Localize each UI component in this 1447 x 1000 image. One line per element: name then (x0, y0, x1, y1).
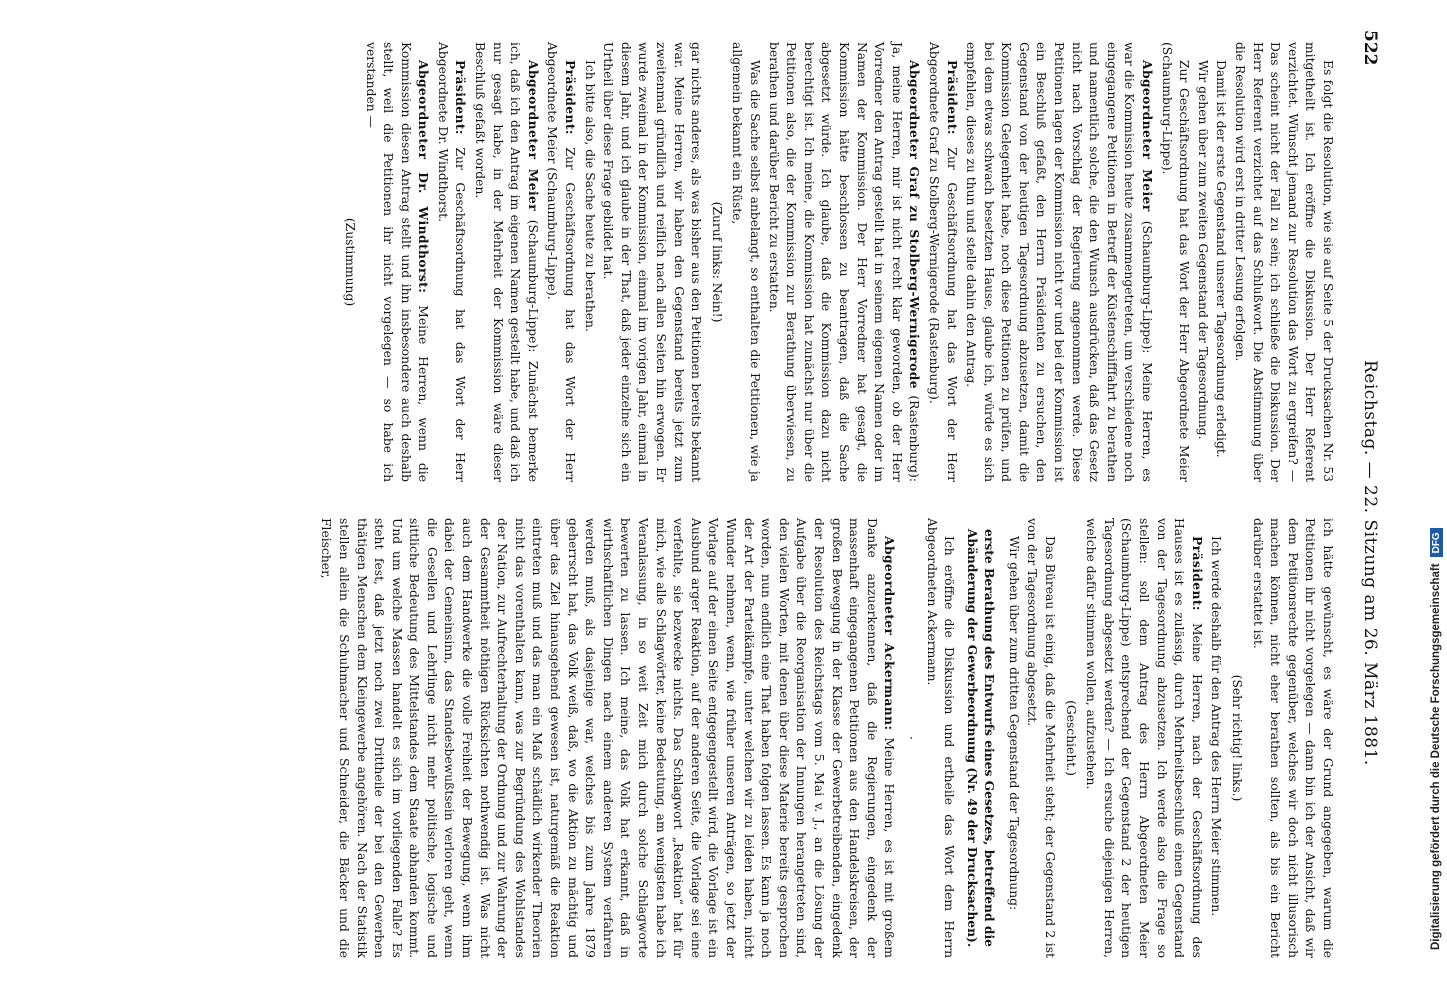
page-number: 522 (1360, 30, 1380, 66)
paragraph: Es folgt die Resolution, wie sie auf Seite 5 der Drucksachen Nr. 53 mitgetheilt ist. Ich eröffne die Diskussion. Der Herr Referent verzichtet. Wünscht jemand zur Resolution das Wort zu ergreifen? — Das scheint nicht der Fall zu sein; ich schließe die Diskussion. Der Herr Referent verzichtet auf das Schlußwort. Die Abstimmung über die Resolution wird erst in dritter Lesung erfolgen. (1233, 42, 1335, 482)
speech-text: Meine Herren, es ist mit großem Danke anzuerkennen, daß die Regierungen, eingedenk der massenhaft eingegangenen Petitionen aus den Handelskreisen, der großen Bewegung in der Klasse der Gewerbetreibenden, eingedenk der Resolution des Reichstags vom 5. Mai v. J., an die Lösung der Aufgabe über die Reorganisation der Innungen herangetreten sind, den vielen Worten, mit denen über diese Materie bereits gesprochen worden, nun endlich eine That haben folgen lassen. Es kann ja noch der Art der Parteikämpfe, unter welchen wir zu leiden haben, nicht Wunder nehmen, wenn, wie früher unseren Anträgen, so jetzt der Vorlage auf der einen Seite entgegengestellt wird, die Vorlage ist ein Ausbund arger Reaktion, auf der anderen Seite, die Vorlage sei eine verfehlte, sie bezwecke nichts. Das Schlagwort „Reaktion“ hat für mich, wie alle Schlagwörter, keine Bedeutung, am wenigsten habe ich Veranlassung, in so weit Zeit mich durch solche Schlagworte bewerten zu lassen. Ich meine, das Volk hat erkannt, daß in wirthschaftlichen Dingen nach einem anderen System verfahren werden muß, als dasjenige war, welches bis zum Jahre 1879 geherrscht hat, das Volk weiß, daß, wo die Aktion zu mächtig und über das Ziel hinausgehend gewesen ist, naturgemäß die Reaktion eintreten muß und das man ein Maß schädlich wirkender Theorien nicht das vorenthalten kann, was zur Begründung des Wohlstandes der Nation, zur Aufrechterhaltung der Ordnung und zur Wahrung der der Gesammtheit nöthigen Rücksichten nothwendig ist. Was nicht auch dem Handwerke die volle Freiheit der Bewegung, wenn ihm dabei der Gemeinsinn, das Standesbewußtsein verloren geht, wenn die Gesellen und Lehrlinge nicht mehr politische, logische und sittliche Bedeutung des Mittelstandes dem Staate abhanden kommt. Und um welche Massen handelt es sich im vorliegenden Falle? Es steht fest, daß jetzt noch zwei Drittheile der bei den Gewerben thätigen Menschen dem Kleingewerbe angehören. Nach der Statistik stellen allein die Schuhmacher und Schneider, die Bäcker und die Fleischer, (319, 518, 897, 958)
running-title: Reichstag. — 22. Sitzung am 26. März 1881. (1360, 360, 1380, 766)
speech-paragraph (471, 42, 542, 482)
page-header (1352, 30, 1380, 970)
footer-inner (1425, 450, 1447, 950)
paragraph: Damit ist der erste Gegenstand unserer Tagesordnung erledigt. (1214, 60, 1229, 458)
stage-direction: (Zustimmung) (342, 217, 357, 307)
speech-text: (Rastenburg): Ja, meine Herren, mir ist nicht recht klar geworden, ob der Herr Vorredner den Antrag gestellt hat in seinem eigenen Namen oder im Namen der Kommission. Der Herr Vorredner hat gesagt, die Kommission hätte beschlossen zu beantragen, daß die Sache abgesetzt würde. Ich glaube, daß die Kommission dazu nicht berechtigt ist. Ich meine, die Kommission hat zunächst nur über die Petitionen also, die der Kommission zur Berathung überwiesen, zu berathen und darüber Bericht zu erstatten. (766, 42, 922, 482)
speech-paragraph (433, 42, 469, 482)
speaker-name: Abgeordneter Graf zu Stolberg-Wernigerode (907, 60, 923, 389)
speech-paragraph (1082, 518, 1206, 958)
stage-direction: · (903, 736, 918, 740)
speech-text: Zur Geschäftsordnung hat das Wort der Herr Abgeordnete Meier (Schaumburg-Lippe). (545, 42, 578, 482)
left-text-column (337, 42, 1336, 482)
stage-direction: (Sehr richtig! links.) (1230, 674, 1245, 802)
paragraph: Ich werde deshalb für den Antrag des Herrn Meier stimmen. (1209, 536, 1224, 917)
speaker-name: Präsident: (563, 60, 579, 135)
speech-text: Meine Herren, wenn die Kommission diesen Antrag stellt und ihn insbesondere auch deshalb stellt, weil die Petitionen ihr nicht vorgelegen — so habe ich verstanden — (363, 42, 431, 482)
speech-paragraph (543, 42, 579, 482)
dfg-credit-text: Digitalisierung gefördert durch die Deutsche Forschungsgemeinschaft (1430, 563, 1442, 950)
paragraph: Wir gehen über zum zweiten Gegenstand der Tagesordnung. (1195, 60, 1210, 440)
digitization-footer (1403, 500, 1443, 1000)
speech-text: (Schaumburg-Lippe): Zunächst bemerke ich, daß ich den Antrag im eigenen Namen gestellt habe, und daß ich nur gesagt habe, in der Mehrheit der Kommission wäre dieser Beschluß gefaßt worden. (473, 42, 540, 482)
continued-paragraph: ich hätte gewünscht, es wäre der Grund angegeben, warum die Petitionen ihr nicht vorgelegen — dann bin ich der Ansicht, daß wir dem Petitionsrechte gegenüber, welches wir doch nicht illusorisch machen können, nicht eher berathen sollten, als bis ein Bericht darüber erstattet ist. (1250, 518, 1335, 958)
speaker-name: Abgeordneter Ackermann: (882, 536, 898, 731)
speech-text: (Schaumburg-Lippe): Meine Herren, es war die Kommission heute zusammengetreten, um verschiedene noch eingegangene Petitionen in Betreff der Küstenschifffahrt zu berathen und namentlich solche, die den Wunsch ausdrücken, daß das Gesetz nicht nach Vorschlag der Regierung angenommen werde. Diese Petitionen lagen der Kommission nicht vor und bei der Kommission ist ein Beschluß gefaßt, den Herrn Präsidenten zu ersuchen, den Gegenstand von der heutigen Tagesordnung abzusetzen, damit die Kommission Gelegenheit habe, noch diese Petitionen zu prüfen, und bei dem etwas schwach besetzten Hause, glaube ich, würde es sich empfehlen, dieses zu thun und stelle dahin den Antrag. (964, 42, 1155, 482)
right-text-column (316, 518, 1336, 958)
speaker-name: Abgeordneter Dr. Windthorst: (416, 60, 432, 294)
speech-paragraph (924, 42, 960, 482)
dfg-logo: DFG (1430, 528, 1443, 557)
speaker-name: Präsident: (1189, 536, 1205, 611)
paragraph: Das Büreau ist einig, daß die Mehrheit steht; der Gegenstand 2 ist von der Tagesordnung abgesetzt. (1025, 518, 1058, 958)
speaker-name: Präsident: (453, 60, 469, 135)
continued-paragraph: gar nichts anderes, als was bisher aus den Petitionen bereits bekannt war. Meine Herren, wir haben den Gegenstand bereits jetzt zum zweitenmal gründlich und reiflich nach allen Seiten hin erwogen. Er wurde zweimal in der Kommission, einmal im vorigen Jahr, einmal in diesem Jahr, und ich glaube in der That, daß jeder einzelne sich ein Urtheil über diese Frage gebildet hat. (601, 42, 704, 482)
paragraph: Ich bitte also, die Sache heute zu berathen. (582, 60, 597, 332)
stage-direction: (Geschieht.) (1063, 700, 1078, 776)
stage-direction: (Zuruf links: Nein!) (709, 201, 724, 323)
speech-paragraph (361, 42, 432, 482)
speaker-name: Abgeordneter Meier (525, 60, 541, 212)
speech-text: Zur Geschäftsordnung hat das Wort der Herr Abgeordnete Dr. Windthorst. (435, 42, 468, 482)
speech-paragraph (962, 42, 1157, 482)
speaker-name: Abgeordneter Meier (1140, 60, 1156, 212)
paragraph: Wir gehen über zum dritten Gegenstand der Tagesordnung: (1006, 536, 1021, 911)
agenda-item-title: erste Berathung des Entwurfs eines Gesetzes, betreffend die Abänderung der Gewerbeordnung (Nr. 49 der Drucksachen). (964, 528, 998, 948)
speech-paragraph (764, 42, 923, 482)
paragraph: Was die Sache selbst anbelangt, so enthalten die Petitionen, wie ja allgemein bekannt ein Rüste, (730, 42, 762, 482)
speech-text: Zur Geschäftsordnung hat das Wort der Herr Abgeordnete Graf zu Stolberg-Wernigerode (Rastenburg). (926, 42, 959, 482)
speech-paragraph (317, 518, 899, 958)
paragraph: Ich eröffne die Diskussion und ertheile das Wort dem Herrn Abgeordneten Ackermann. (924, 518, 957, 958)
speech-text: Meine Herren, nach der Geschäftsordnung des Hauses ist es zulässig, durch Mehrheitsbeschluß einen Gegenstand von der Tagesordnung abzusetzen. Ich werde also die Frage so stellen: soll dem Antrag des Herrn Abgeordneten Meier (Schaumburg-Lippe) entsprechend der Gegenstand 2 der heutigen Tagesordnung abgesetzt werden? — Ich ersuche diejenigen Herren, welche dafür stimmen wollen, aufzustehen. (1084, 518, 1204, 958)
speaker-name: Präsident: (944, 60, 960, 135)
paragraph: Zur Geschäftsordnung hat das Wort der Herr Abgeordnete Meier (Schaumburg-Lippe). (1159, 42, 1192, 482)
